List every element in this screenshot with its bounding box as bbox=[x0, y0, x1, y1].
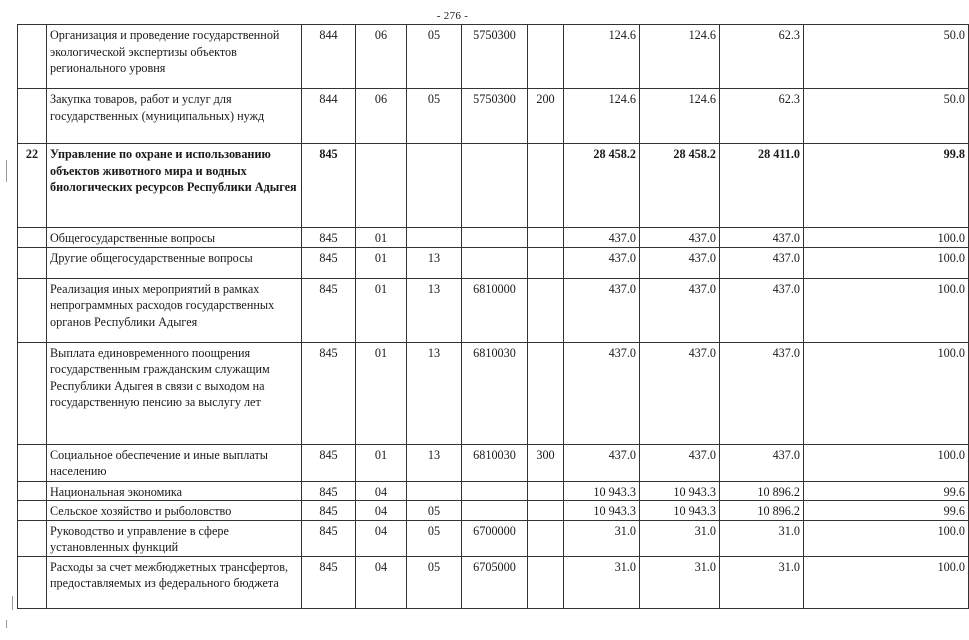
scan-mark bbox=[6, 620, 7, 628]
subsection-code-cell: 05 bbox=[407, 520, 462, 556]
section-code-cell: 06 bbox=[356, 89, 407, 144]
amount-executed-cell: 62.3 bbox=[720, 89, 804, 144]
ministry-code-cell: 845 bbox=[302, 228, 356, 248]
amount-executed-cell: 28 411.0 bbox=[720, 144, 804, 228]
row-name-cell: Расходы за счет межбюджетных трансфертов, предоставляемых из федерального бюджета bbox=[47, 556, 302, 608]
percent-cell: 100.0 bbox=[804, 520, 969, 556]
table-row bbox=[18, 444, 969, 481]
amount-executed-cell: 62.3 bbox=[720, 25, 804, 89]
subsection-code-cell bbox=[407, 144, 462, 228]
table-row bbox=[18, 89, 969, 144]
table-row bbox=[18, 556, 969, 608]
row-name-cell: Другие общегосударственные вопросы bbox=[47, 247, 302, 278]
amount-executed-cell: 31.0 bbox=[720, 556, 804, 608]
section-code-cell: 04 bbox=[356, 481, 407, 501]
percent-cell: 50.0 bbox=[804, 25, 969, 89]
amount-plan-cell: 437.0 bbox=[564, 247, 640, 278]
amount-refined-cell: 31.0 bbox=[640, 556, 720, 608]
section-code-cell: 01 bbox=[356, 228, 407, 248]
amount-executed-cell: 31.0 bbox=[720, 520, 804, 556]
row-index-cell bbox=[18, 481, 47, 501]
percent-cell: 100.0 bbox=[804, 342, 969, 444]
expense-type-cell bbox=[528, 556, 564, 608]
amount-plan-cell: 10 943.3 bbox=[564, 481, 640, 501]
amount-plan-cell: 124.6 bbox=[564, 25, 640, 89]
scan-mark bbox=[12, 596, 13, 610]
target-code-cell bbox=[462, 247, 528, 278]
expense-type-cell bbox=[528, 520, 564, 556]
row-index-cell: 22 bbox=[18, 144, 47, 228]
subsection-code-cell: 13 bbox=[407, 278, 462, 342]
expense-type-cell bbox=[528, 342, 564, 444]
section-code-cell: 01 bbox=[356, 247, 407, 278]
ministry-code-cell: 844 bbox=[302, 89, 356, 144]
percent-cell: 100.0 bbox=[804, 556, 969, 608]
table-row bbox=[18, 228, 969, 248]
expense-type-cell bbox=[528, 144, 564, 228]
amount-plan-cell: 28 458.2 bbox=[564, 144, 640, 228]
target-code-cell bbox=[462, 228, 528, 248]
section-code-cell: 01 bbox=[356, 444, 407, 481]
section-code-cell: 04 bbox=[356, 520, 407, 556]
row-index-cell bbox=[18, 342, 47, 444]
target-code-cell bbox=[462, 144, 528, 228]
amount-plan-cell: 31.0 bbox=[564, 556, 640, 608]
amount-refined-cell: 10 943.3 bbox=[640, 481, 720, 501]
table-row bbox=[18, 144, 969, 228]
subsection-code-cell: 05 bbox=[407, 89, 462, 144]
table-row bbox=[18, 501, 969, 521]
row-name-cell: Закупка товаров, работ и услуг для государственных (муниципальных) нужд bbox=[47, 89, 302, 144]
table-row bbox=[18, 25, 969, 89]
target-code-cell: 5750300 bbox=[462, 89, 528, 144]
amount-refined-cell: 437.0 bbox=[640, 247, 720, 278]
row-name-cell: Выплата единовременного поощрения государственным гражданским служащим Республики Адыгея в связи с выходом на государственную пенсию за выслугу лет bbox=[47, 342, 302, 444]
amount-refined-cell: 124.6 bbox=[640, 25, 720, 89]
amount-executed-cell: 437.0 bbox=[720, 278, 804, 342]
expense-type-cell bbox=[528, 247, 564, 278]
ministry-code-cell: 845 bbox=[302, 501, 356, 521]
ministry-code-cell: 845 bbox=[302, 444, 356, 481]
row-index-cell bbox=[18, 247, 47, 278]
percent-cell: 100.0 bbox=[804, 228, 969, 248]
table-row bbox=[18, 247, 969, 278]
row-name-cell: Общегосударственные вопросы bbox=[47, 228, 302, 248]
ministry-code-cell: 845 bbox=[302, 144, 356, 228]
ministry-code-cell: 844 bbox=[302, 25, 356, 89]
expense-type-cell bbox=[528, 481, 564, 501]
row-index-cell bbox=[18, 556, 47, 608]
target-code-cell: 6700000 bbox=[462, 520, 528, 556]
subsection-code-cell: 05 bbox=[407, 25, 462, 89]
subsection-code-cell: 13 bbox=[407, 444, 462, 481]
ministry-code-cell: 845 bbox=[302, 556, 356, 608]
ministry-code-cell: 845 bbox=[302, 520, 356, 556]
amount-plan-cell: 31.0 bbox=[564, 520, 640, 556]
amount-executed-cell: 10 896.2 bbox=[720, 481, 804, 501]
percent-cell: 99.6 bbox=[804, 481, 969, 501]
table-row bbox=[18, 278, 969, 342]
amount-executed-cell: 10 896.2 bbox=[720, 501, 804, 521]
expense-type-cell bbox=[528, 501, 564, 521]
section-code-cell: 01 bbox=[356, 342, 407, 444]
subsection-code-cell: 05 bbox=[407, 556, 462, 608]
amount-plan-cell: 437.0 bbox=[564, 342, 640, 444]
row-index-cell bbox=[18, 278, 47, 342]
section-code-cell: 01 bbox=[356, 278, 407, 342]
section-code-cell bbox=[356, 144, 407, 228]
amount-refined-cell: 10 943.3 bbox=[640, 501, 720, 521]
target-code-cell: 6705000 bbox=[462, 556, 528, 608]
amount-executed-cell: 437.0 bbox=[720, 444, 804, 481]
section-code-cell: 04 bbox=[356, 501, 407, 521]
amount-executed-cell: 437.0 bbox=[720, 228, 804, 248]
amount-executed-cell: 437.0 bbox=[720, 342, 804, 444]
row-name-cell: Национальная экономика bbox=[47, 481, 302, 501]
ministry-code-cell: 845 bbox=[302, 481, 356, 501]
scan-mark bbox=[6, 160, 7, 182]
row-index-cell bbox=[18, 89, 47, 144]
percent-cell: 99.8 bbox=[804, 144, 969, 228]
amount-refined-cell: 31.0 bbox=[640, 520, 720, 556]
amount-plan-cell: 437.0 bbox=[564, 278, 640, 342]
amount-refined-cell: 437.0 bbox=[640, 444, 720, 481]
target-code-cell: 6810030 bbox=[462, 342, 528, 444]
target-code-cell: 5750300 bbox=[462, 25, 528, 89]
table-row bbox=[18, 481, 969, 501]
row-index-cell bbox=[18, 25, 47, 89]
amount-refined-cell: 437.0 bbox=[640, 342, 720, 444]
section-code-cell: 04 bbox=[356, 556, 407, 608]
expense-type-cell: 200 bbox=[528, 89, 564, 144]
row-index-cell bbox=[18, 520, 47, 556]
row-name-cell: Реализация иных мероприятий в рамках непрограммных расходов государственных органов Республики Адыгея bbox=[47, 278, 302, 342]
expense-type-cell bbox=[528, 25, 564, 89]
row-index-cell bbox=[18, 444, 47, 481]
row-name-cell: Руководство и управление в сфере установленных функций bbox=[47, 520, 302, 556]
table-row bbox=[18, 342, 969, 444]
subsection-code-cell bbox=[407, 228, 462, 248]
row-index-cell bbox=[18, 501, 47, 521]
target-code-cell: 6810030 bbox=[462, 444, 528, 481]
row-name-cell: Организация и проведение государственной экологической экспертизы объектов регионального уровня bbox=[47, 25, 302, 89]
amount-plan-cell: 437.0 bbox=[564, 228, 640, 248]
row-name-cell: Социальное обеспечение и иные выплаты населению bbox=[47, 444, 302, 481]
subsection-code-cell: 13 bbox=[407, 342, 462, 444]
page-number: - 276 - bbox=[436, 10, 469, 22]
amount-executed-cell: 437.0 bbox=[720, 247, 804, 278]
target-code-cell bbox=[462, 481, 528, 501]
percent-cell: 50.0 bbox=[804, 89, 969, 144]
percent-cell: 100.0 bbox=[804, 444, 969, 481]
subsection-code-cell: 05 bbox=[407, 501, 462, 521]
row-index-cell bbox=[18, 228, 47, 248]
amount-plan-cell: 124.6 bbox=[564, 89, 640, 144]
expense-type-cell bbox=[528, 228, 564, 248]
percent-cell: 99.6 bbox=[804, 501, 969, 521]
subsection-code-cell: 13 bbox=[407, 247, 462, 278]
section-code-cell: 06 bbox=[356, 25, 407, 89]
ministry-code-cell: 845 bbox=[302, 342, 356, 444]
amount-refined-cell: 437.0 bbox=[640, 278, 720, 342]
percent-cell: 100.0 bbox=[804, 247, 969, 278]
row-name-cell: Сельское хозяйство и рыболовство bbox=[47, 501, 302, 521]
target-code-cell bbox=[462, 501, 528, 521]
expense-type-cell: 300 bbox=[528, 444, 564, 481]
row-name-cell: Управление по охране и использованию объектов животного мира и водных биологических ресурсов Республики Адыгея bbox=[47, 144, 302, 228]
amount-plan-cell: 437.0 bbox=[564, 444, 640, 481]
target-code-cell: 6810000 bbox=[462, 278, 528, 342]
amount-plan-cell: 10 943.3 bbox=[564, 501, 640, 521]
ministry-code-cell: 845 bbox=[302, 247, 356, 278]
expense-type-cell bbox=[528, 278, 564, 342]
amount-refined-cell: 124.6 bbox=[640, 89, 720, 144]
subsection-code-cell bbox=[407, 481, 462, 501]
budget-table bbox=[17, 24, 969, 609]
ministry-code-cell: 845 bbox=[302, 278, 356, 342]
table-row bbox=[18, 520, 969, 556]
amount-refined-cell: 28 458.2 bbox=[640, 144, 720, 228]
amount-refined-cell: 437.0 bbox=[640, 228, 720, 248]
percent-cell: 100.0 bbox=[804, 278, 969, 342]
